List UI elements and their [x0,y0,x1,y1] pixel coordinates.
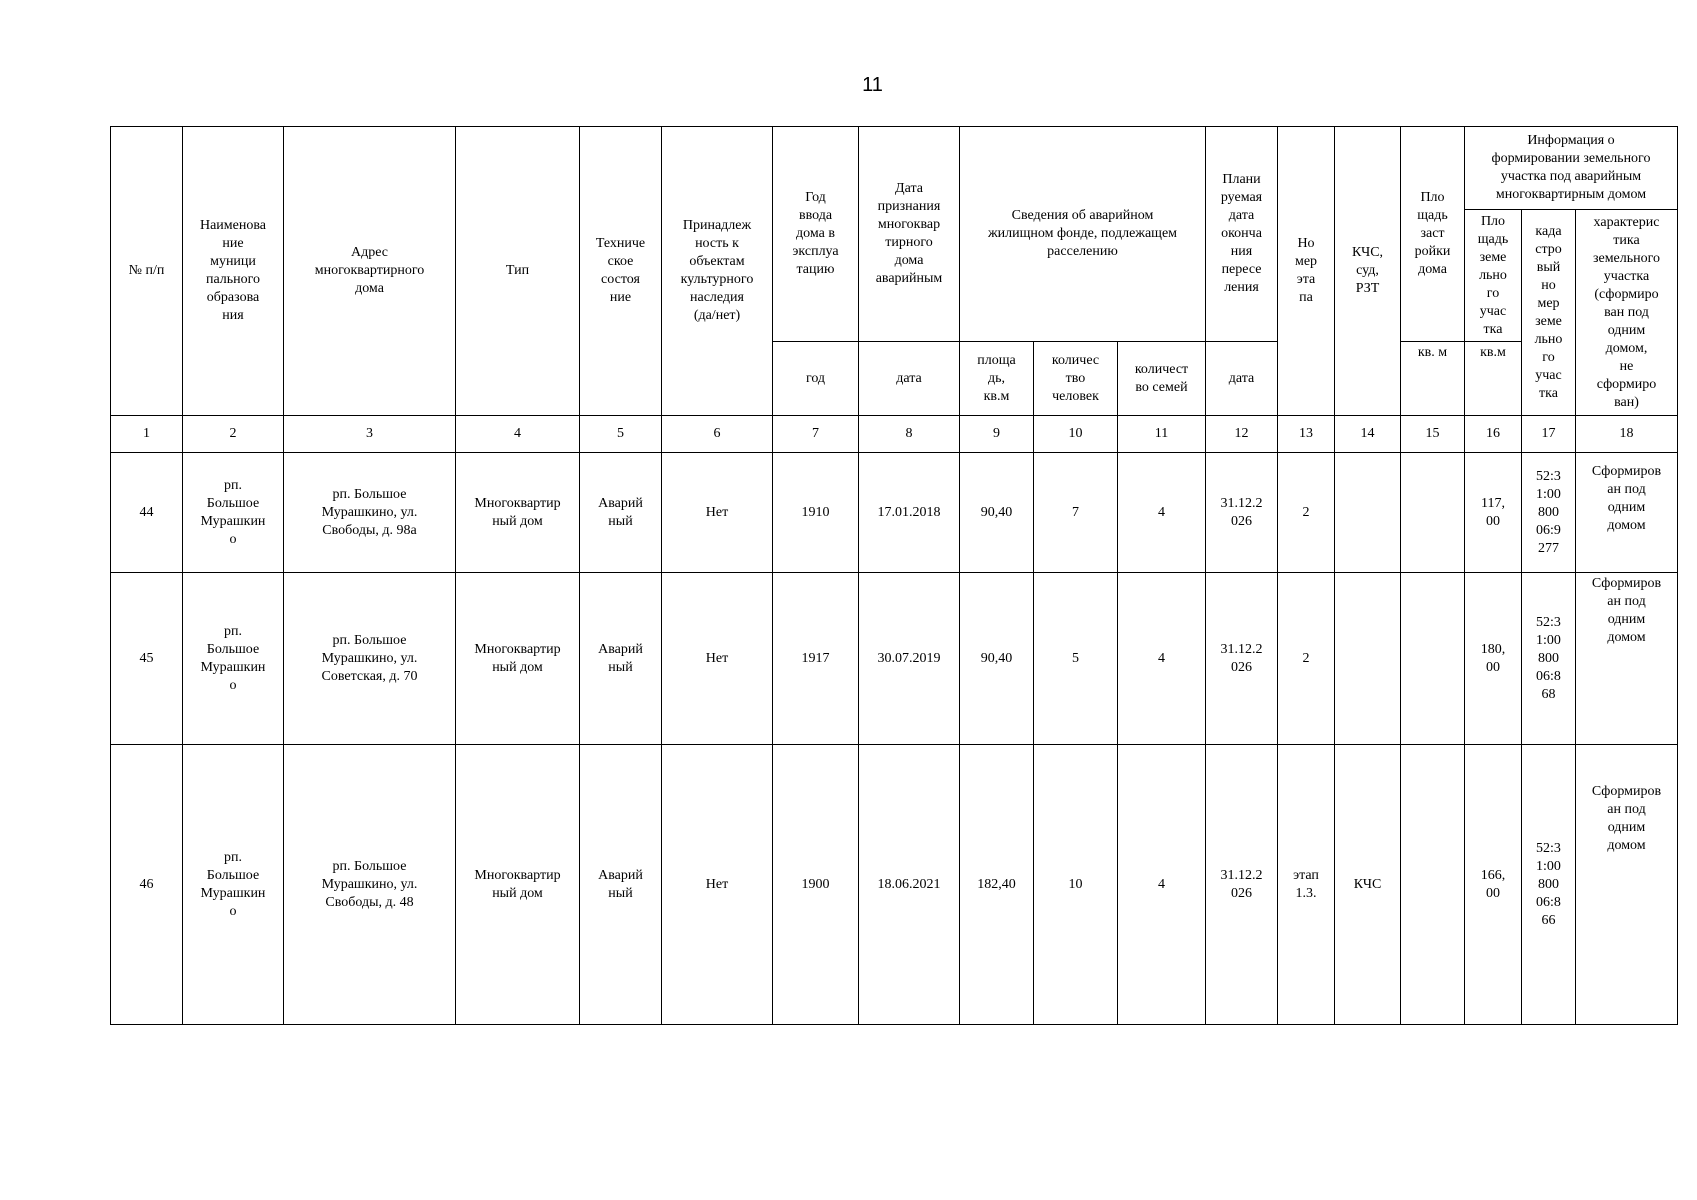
row-people: 10 [1034,745,1118,1025]
row-planned-date: 31.12.2 026 [1206,745,1278,1025]
column-number: 8 [859,416,960,453]
row-land-char: Сформиров ан под одним домом [1576,745,1678,1025]
row-address: рп. Большое Мурашкино, ул. Свободы, д. 98а [284,453,456,573]
row-land-area: 180, 00 [1465,573,1522,745]
header-land-area: Пло щадь земе льно го учас тка [1465,210,1522,342]
row-stage: 2 [1278,453,1335,573]
table-row [111,573,1678,745]
header-planned-date: Плани руемая дата оконча ния пересе ления [1206,127,1278,342]
page-number: 11 [862,74,883,96]
row-number: 45 [111,573,183,745]
row-land-char: Сформиров ан под одним домом [1576,573,1678,745]
header-municipality: Наименова ние муници пального образова ния [183,127,284,416]
column-number: 10 [1034,416,1118,453]
row-type: Многоквартир ный дом [456,745,580,1025]
row-area: 90,40 [960,573,1034,745]
row-cadastral: 52:3 1:00 800 06:8 66 [1522,745,1576,1025]
row-built-area [1401,745,1465,1025]
row-families: 4 [1118,573,1206,745]
row-date: 18.06.2021 [859,745,960,1025]
row-municipality: рп. Большое Мурашкин о [183,453,284,573]
column-number-row [111,416,1678,453]
row-year: 1917 [773,573,859,745]
column-number: 7 [773,416,859,453]
row-condition: Аварий ный [580,453,662,573]
row-land-area: 166, 00 [1465,745,1522,1025]
column-number: 18 [1576,416,1678,453]
header-kchs: КЧС, суд, РЗТ [1335,127,1401,416]
emergency-housing-table [110,126,1678,1025]
table-row [111,453,1678,573]
column-number: 2 [183,416,284,453]
subheader-built-area-unit: кв. м [1401,342,1465,416]
row-built-area [1401,453,1465,573]
header-condition: Техниче ское состоя ние [580,127,662,416]
header-built-area: Пло щадь заст ройки дома [1401,127,1465,342]
header-cadastral: када стро вый но мер земе льно го учас тка [1522,210,1576,416]
column-number: 9 [960,416,1034,453]
row-planned-date: 31.12.2 026 [1206,453,1278,573]
header-heritage: Принадлеж ность к объектам культурного наследия (да/нет) [662,127,773,416]
row-planned-date: 31.12.2 026 [1206,573,1278,745]
header-number: № п/п [111,127,183,416]
table-row [111,745,1678,1025]
subheader-land-area-unit: кв.м [1465,342,1522,416]
column-number: 11 [1118,416,1206,453]
subheader-year: год [773,342,859,416]
subheader-people: количес тво человек [1034,342,1118,416]
row-municipality: рп. Большое Мурашкин о [183,573,284,745]
header-emergency-fund: Сведения об аварийном жилищном фонде, подлежащем расселению [960,127,1206,342]
row-address: рп. Большое Мурашкино, ул. Советская, д. 70 [284,573,456,745]
column-number: 6 [662,416,773,453]
row-stage: этап 1.3. [1278,745,1335,1025]
row-area: 182,40 [960,745,1034,1025]
column-number: 4 [456,416,580,453]
header-land-char: характерис тика земельного участка (сформиро ван под одним домом, не сформиро ван) [1576,210,1678,416]
row-area: 90,40 [960,453,1034,573]
row-condition: Аварий ный [580,573,662,745]
row-municipality: рп. Большое Мурашкин о [183,745,284,1025]
subheader-area: площа дь, кв.м [960,342,1034,416]
row-date: 17.01.2018 [859,453,960,573]
row-kchs: КЧС [1335,745,1401,1025]
row-cadastral: 52:3 1:00 800 06:8 68 [1522,573,1576,745]
row-people: 7 [1034,453,1118,573]
header-address: Адрес многоквартирного дома [284,127,456,416]
column-number: 3 [284,416,456,453]
column-number: 12 [1206,416,1278,453]
column-number: 13 [1278,416,1335,453]
header-recognition-date: Дата признания многоквар тирного дома аварийным [859,127,960,342]
row-families: 4 [1118,745,1206,1025]
header-type: Тип [456,127,580,416]
row-number: 46 [111,745,183,1025]
row-address: рп. Большое Мурашкино, ул. Свободы, д. 48 [284,745,456,1025]
row-heritage: Нет [662,573,773,745]
row-heritage: Нет [662,453,773,573]
row-land-area: 117, 00 [1465,453,1522,573]
header-year: Год ввода дома в эксплуа тацию [773,127,859,342]
column-number: 15 [1401,416,1465,453]
row-cadastral: 52:3 1:00 800 06:9 277 [1522,453,1576,573]
subheader-planned-date: дата [1206,342,1278,416]
row-date: 30.07.2019 [859,573,960,745]
row-type: Многоквартир ный дом [456,573,580,745]
header-land-info: Информация о формировании земельного участка под аварийным многоквартирным домом [1465,127,1678,210]
column-number: 1 [111,416,183,453]
header-stage: Но мер эта па [1278,127,1335,416]
row-kchs [1335,573,1401,745]
row-built-area [1401,573,1465,745]
row-year: 1910 [773,453,859,573]
column-number: 5 [580,416,662,453]
row-families: 4 [1118,453,1206,573]
row-type: Многоквартир ный дом [456,453,580,573]
subheader-date: дата [859,342,960,416]
column-number: 16 [1465,416,1522,453]
row-number: 44 [111,453,183,573]
row-year: 1900 [773,745,859,1025]
row-condition: Аварий ный [580,745,662,1025]
column-number: 17 [1522,416,1576,453]
row-kchs [1335,453,1401,573]
row-heritage: Нет [662,745,773,1025]
row-stage: 2 [1278,573,1335,745]
subheader-families: количест во семей [1118,342,1206,416]
column-number: 14 [1335,416,1401,453]
row-people: 5 [1034,573,1118,745]
row-land-char: Сформиров ан под одним домом [1576,453,1678,573]
